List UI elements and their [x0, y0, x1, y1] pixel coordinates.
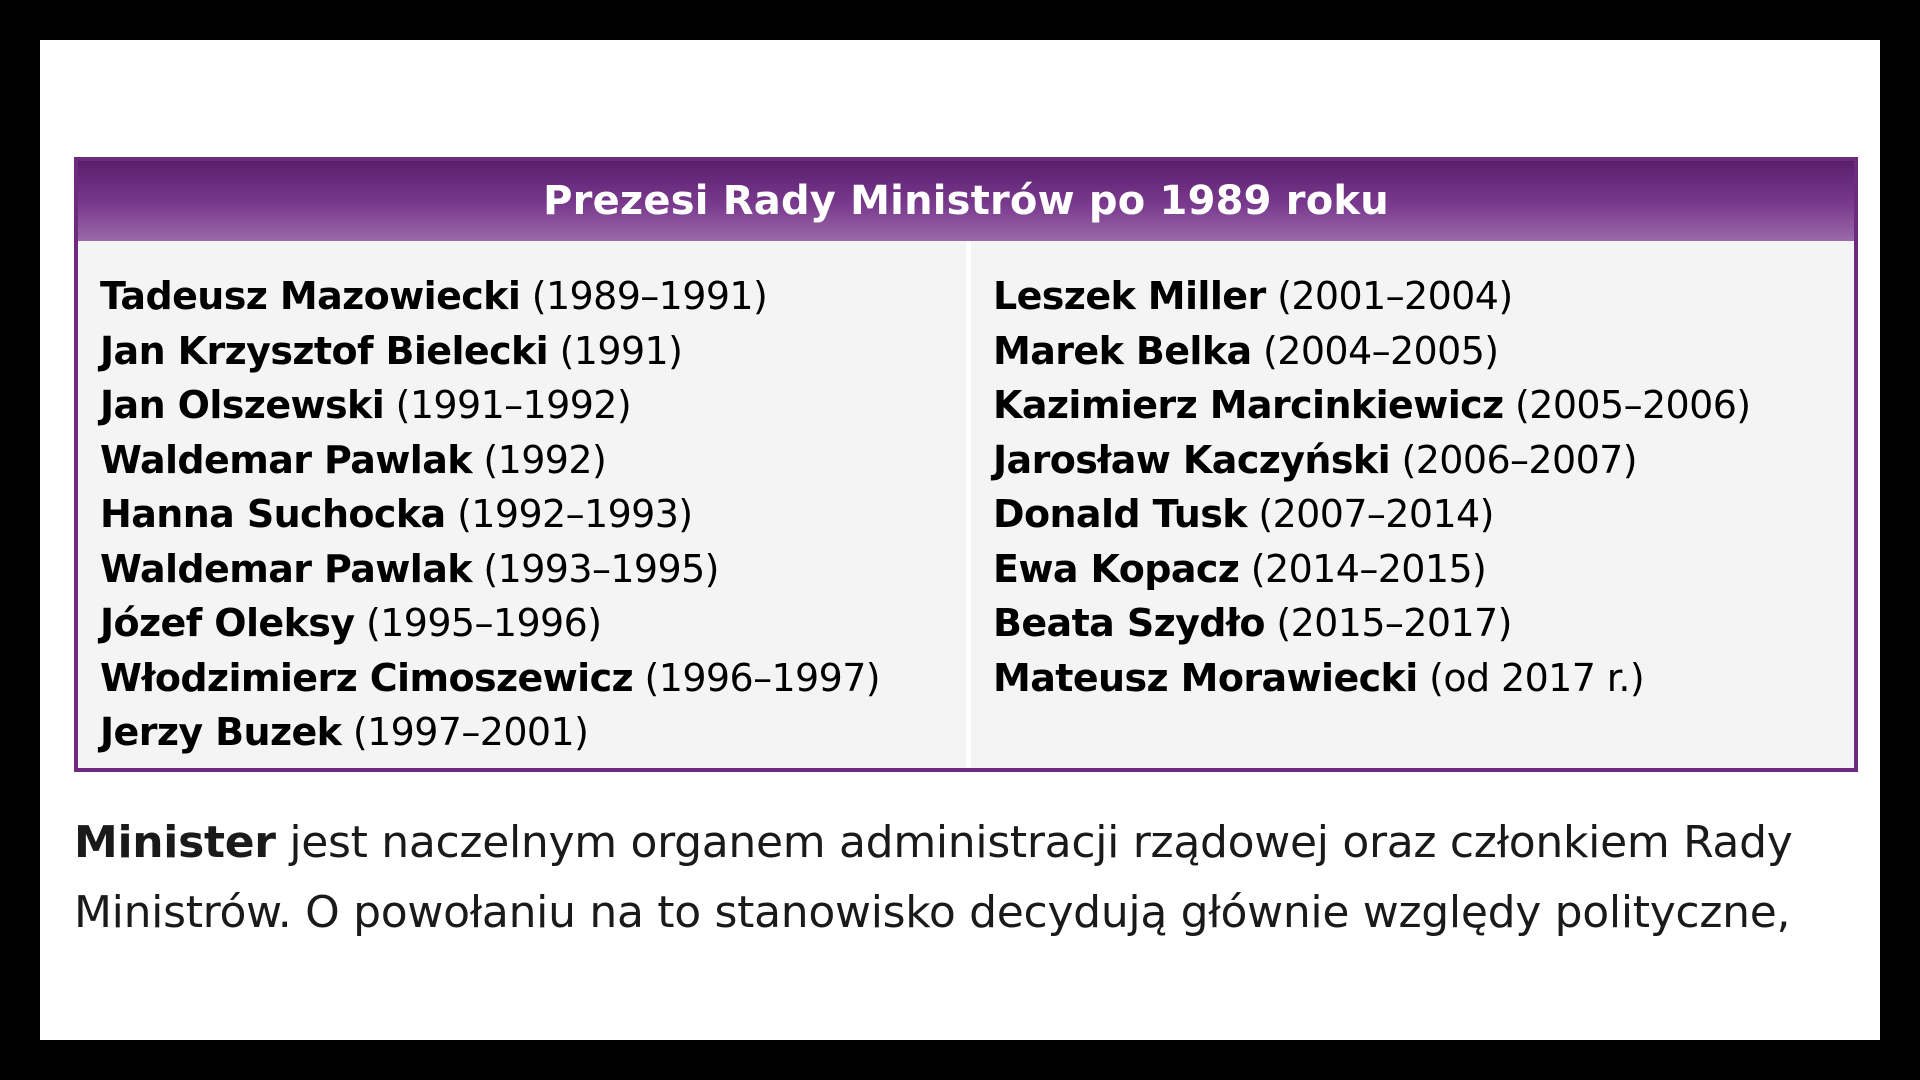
prime-minister-name: Kazimierz Marcinkiewicz: [993, 383, 1504, 427]
prime-minister-entry: [993, 651, 1854, 706]
document-page: [40, 40, 1880, 1040]
prime-minister-entry: [100, 487, 966, 542]
term-years: (2005–2006): [1515, 383, 1751, 427]
prime-minister-entry: [100, 705, 966, 760]
prime-minister-entry: [993, 487, 1854, 542]
prime-minister-name: Jerzy Buzek: [100, 710, 342, 754]
prime-minister-name: Waldemar Pawlak: [100, 437, 472, 482]
prime-minister-name: Jarosław Kaczyński: [993, 437, 1390, 482]
prime-minister-name: Józef Oleksy: [100, 601, 355, 645]
term-years: (1996–1997): [644, 655, 880, 700]
term-years: (2015–2017): [1276, 601, 1512, 645]
right-column: [971, 241, 1854, 768]
prime-ministers-box: [74, 157, 1858, 772]
term-years: (2006–2007): [1401, 437, 1637, 482]
prime-minister-name: Mateusz Morawiecki: [993, 655, 1418, 700]
term-years: (1997–2001): [352, 710, 589, 754]
prime-minister-name: Marek Belka: [993, 328, 1252, 373]
prime-minister-entry: [993, 378, 1854, 433]
box-title: Prezesi Rady Ministrów po 1989 roku: [78, 161, 1854, 241]
box-columns: [78, 241, 1854, 768]
paragraph-lead-term: Minister: [74, 817, 276, 868]
prime-minister-name: Hanna Suchocka: [100, 492, 446, 536]
prime-minister-entry: [100, 651, 966, 706]
term-years: (1993–1995): [483, 546, 719, 591]
prime-minister-name: Tadeusz Mazowiecki: [100, 274, 521, 318]
prime-minister-entry: [100, 433, 966, 488]
prime-minister-name: Jan Olszewski: [100, 383, 385, 427]
term-years: (1992–1993): [457, 492, 693, 536]
prime-minister-name: Waldemar Pawlak: [100, 546, 472, 591]
prime-minister-name: Beata Szydło: [993, 601, 1265, 645]
prime-minister-entry: [100, 378, 966, 433]
prime-minister-name: Jan Krzysztof Bielecki: [100, 328, 549, 373]
prime-minister-entry: [100, 324, 966, 379]
term-years: (2001–2004): [1277, 274, 1513, 318]
term-years: (2014–2015): [1250, 546, 1487, 591]
prime-minister-name: Leszek Miller: [993, 274, 1266, 318]
prime-minister-entry: [993, 596, 1854, 651]
prime-minister-entry: [993, 542, 1854, 597]
term-years: (1992): [483, 437, 607, 482]
term-years: (1991–1992): [395, 383, 632, 427]
prime-minister-entry: [993, 433, 1854, 488]
body-paragraph: [74, 808, 1864, 948]
term-years: (od 2017 r.): [1429, 655, 1645, 700]
prime-minister-entry: [100, 269, 966, 324]
prime-minister-name: Włodzimierz Cimoszewicz: [100, 655, 634, 700]
prime-minister-name: Donald Tusk: [993, 492, 1247, 536]
prime-minister-name: Ewa Kopacz: [993, 546, 1240, 591]
paragraph-line-1-text: jest naczelnym organem administracji rządowej oraz członkiem Rady: [275, 817, 1793, 868]
term-years: (1995–1996): [365, 601, 602, 645]
prime-minister-entry: [993, 324, 1854, 379]
left-column: [78, 241, 966, 768]
term-years: (1989–1991): [531, 274, 768, 318]
paragraph-line-1: [74, 808, 1864, 878]
prime-minister-entry: [100, 596, 966, 651]
term-years: (2004–2005): [1263, 328, 1499, 373]
term-years: (2007–2014): [1258, 492, 1494, 536]
paragraph-line-2: Ministrów. O powołaniu na to stanowisko decydują głównie względy polityczne,: [74, 887, 1791, 938]
term-years: (1991): [559, 328, 683, 373]
prime-minister-entry: [100, 542, 966, 597]
prime-minister-entry: [993, 269, 1854, 324]
